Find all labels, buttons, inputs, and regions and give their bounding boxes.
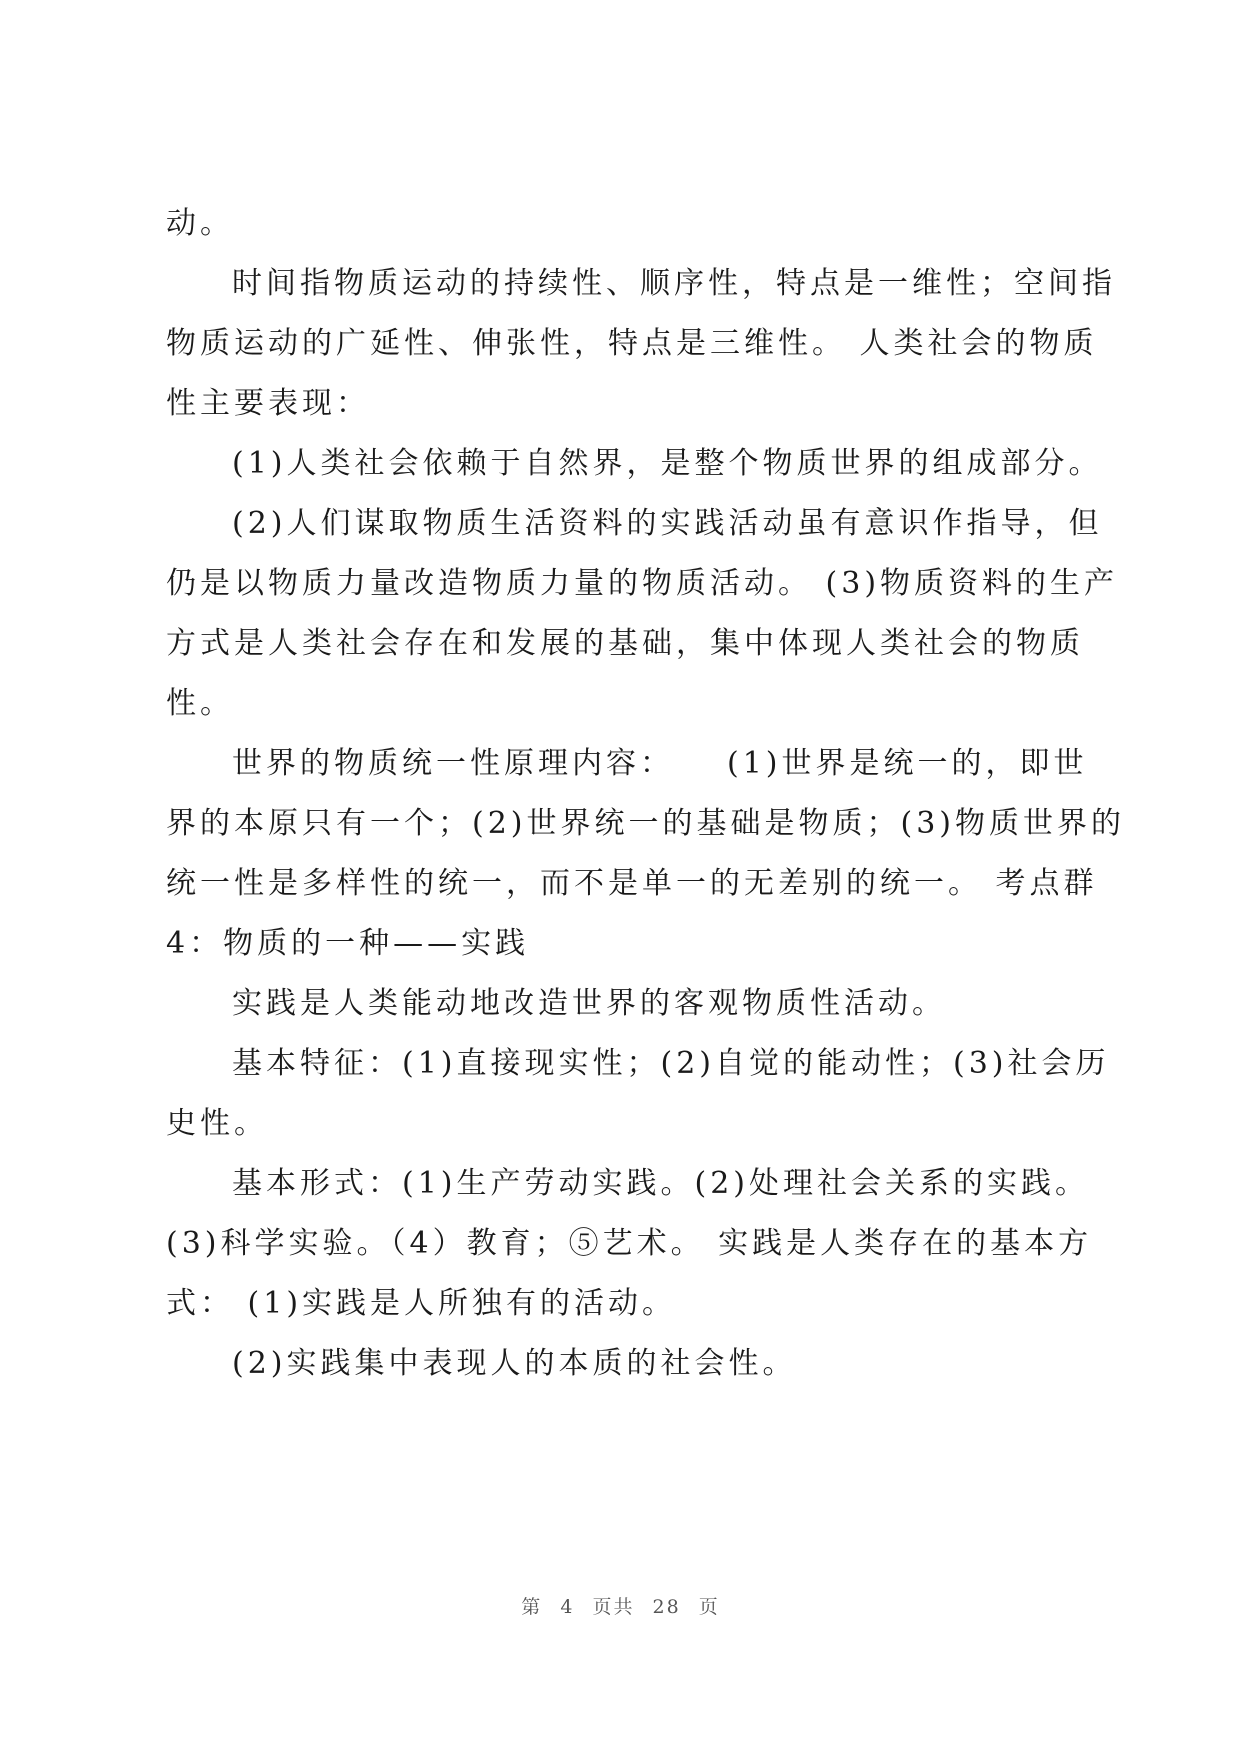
- text-line: (2)人们谋取物质生活资料的实践活动虽有意识作指导，但: [232, 506, 1103, 541]
- text-line: 仍是以物质力量改造物质力量的物质活动。 (3)物质资料的生产: [166, 566, 1119, 601]
- text-line: 方式是人类社会存在和发展的基础，集中体现人类社会的物质: [166, 626, 1084, 661]
- text-line: 式： (1)实践是人所独有的活动。: [166, 1286, 677, 1321]
- text-line: (1)人类社会依赖于自然界，是整个物质世界的组成部分。: [232, 446, 1103, 481]
- page-number-footer: 第 4 页共 28 页: [521, 1596, 720, 1618]
- text-line: 界的本原只有一个；(2)世界统一的基础是物质；(3)物质世界的: [166, 806, 1125, 841]
- text-line: 动。: [166, 206, 234, 241]
- text-line: 实践是人类能动地改造世界的客观物质性活动。: [232, 986, 946, 1021]
- text-line: 统一性是多样性的统一，而不是单一的无差别的统一。 考点群: [166, 866, 1098, 901]
- text-line: 世界的物质统一性原理内容： (1)世界是统一的，即世: [232, 746, 1088, 781]
- text-line: 物质运动的广延性、伸张性，特点是三维性。 人类社会的物质: [166, 326, 1098, 361]
- text-line: 性主要表现：: [166, 386, 370, 421]
- text-line: 时间指物质运动的持续性、顺序性，特点是一维性；空间指: [232, 266, 1116, 301]
- text-line: (2)实践集中表现人的本质的社会性。: [232, 1346, 797, 1381]
- text-line: 史性。: [166, 1106, 268, 1141]
- text-line: 性。: [166, 686, 234, 721]
- text-line: 4：物质的一种——实践: [166, 926, 530, 961]
- text-line: 基本形式：(1)生产劳动实践。(2)处理社会关系的实践。: [232, 1166, 1089, 1201]
- text-line: (3)科学实验。（4）教育；⑤艺术。 实践是人类存在的基本方: [166, 1226, 1093, 1261]
- text-line: 基本特征：(1)直接现实性；(2)自觉的能动性；(3)社会历: [232, 1046, 1110, 1081]
